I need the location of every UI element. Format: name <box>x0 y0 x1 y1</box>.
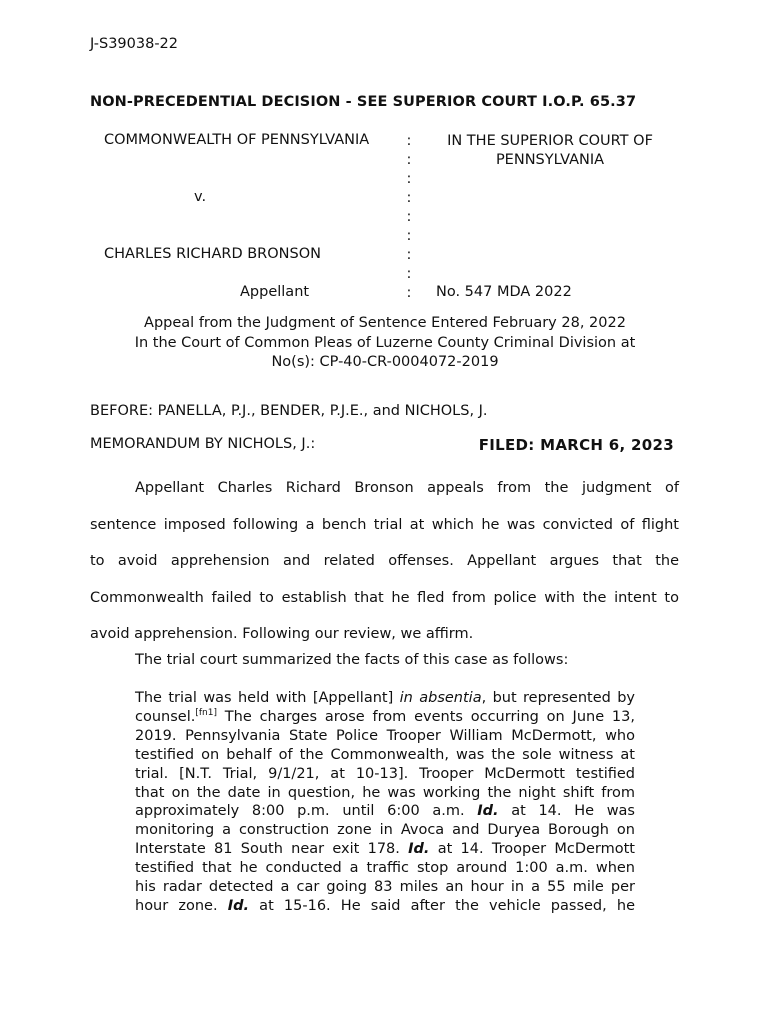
id-citation: Id. <box>227 897 250 914</box>
quote-line: 2019. Pennsylvania State Police Trooper William McDermott, who <box>135 727 635 744</box>
footnote-reference[interactable]: [fn1] <box>195 708 217 719</box>
paragraph-line: Appellant Charles Richard Bronson appeals from the judgment of <box>135 480 679 496</box>
id-citation: Id. <box>408 841 430 858</box>
quote-line: counsel.[fn1] The charges arose from events occurring on June 13, <box>135 708 635 725</box>
panel-line: BEFORE: PANELLA, P.J., BENDER, P.J.E., and NICHOLS, J. <box>90 403 488 419</box>
appeal-description <box>95 314 675 373</box>
memorandum-author: MEMORANDUM BY NICHOLS, J.: <box>90 436 316 452</box>
non-precedential-heading: NON-PRECEDENTIAL DECISION - SEE SUPERIOR COURT I.O.P. 65.37 <box>90 94 637 110</box>
filed-date: FILED: MARCH 6, 2023 <box>478 436 674 454</box>
court-name-line-1: IN THE SUPERIOR COURT OF <box>447 133 653 149</box>
case-number: No. 547 MDA 2022 <box>436 284 572 300</box>
quote-line: that on the date in question, he was working the night shift from <box>135 784 635 801</box>
caption-colon: : <box>406 247 412 263</box>
court-name-line-2: PENNSYLVANIA <box>495 152 605 168</box>
caption-colon: : <box>406 209 412 225</box>
caption-court <box>428 132 672 170</box>
quote-line: Interstate 81 South near exit 178. Id. at 14. Trooper McDermott <box>135 841 635 858</box>
caption-colon: : <box>406 152 412 168</box>
caption-colon: : <box>406 190 412 206</box>
caption-versus: v. <box>194 189 207 205</box>
appeal-line: Appeal from the Judgment of Sentence Entered February 28, 2022 <box>144 315 626 331</box>
caption-party-appellant: CHARLES RICHARD BRONSON <box>104 246 321 262</box>
quote-line: The trial was held with [Appellant] in absentia, but represented by <box>135 690 635 706</box>
quote-line: testified that he conducted a traffic stop around 1:00 a.m. when <box>135 860 635 877</box>
caption-party-commonwealth: COMMONWEALTH OF PENNSYLVANIA <box>104 132 370 148</box>
caption-colon: : <box>406 266 412 282</box>
caption-colon: : <box>406 171 412 187</box>
quote-line: his radar detected a car going 83 miles an hour in a 55 mile per <box>135 879 635 896</box>
quote-line: trial. [N.T. Trial, 9/1/21, at 10-13]. Trooper McDermott testified <box>135 765 635 782</box>
caption-colon: : <box>406 285 412 301</box>
caption-role: Appellant <box>240 284 310 300</box>
caption-colon: : <box>406 228 412 244</box>
quote-line: approximately 8:00 p.m. until 6:00 a.m. Id. at 14. He was <box>135 803 635 820</box>
paragraph-line: avoid apprehension. Following our review, we affirm. <box>90 626 474 642</box>
quote-line: testified on behalf of the Commonwealth, was the sole witness at <box>135 746 635 763</box>
summary-intro-paragraph: The trial court summarized the facts of this case as follows: <box>135 652 569 668</box>
docket-number: J-S39038-22 <box>90 36 179 52</box>
paragraph-line: sentence imposed following a bench trial at which he was convicted of flight <box>90 516 679 533</box>
quote-line: hour zone. Id. at 15-16. He said after the vehicle passed, he <box>135 897 636 914</box>
case-caption <box>0 132 770 307</box>
opening-paragraph <box>90 470 679 653</box>
paragraph-line: to avoid apprehension and related offenses. Appellant argues that the <box>90 553 679 569</box>
appeal-line: In the Court of Common Pleas of Luzerne County Criminal Division at <box>134 334 636 351</box>
block-quote <box>135 689 635 916</box>
id-citation: Id. <box>477 803 499 820</box>
caption-colon: : <box>406 133 412 149</box>
quote-line: monitoring a construction zone in Avoca and Duryea Borough on <box>135 822 635 839</box>
appeal-line: No(s): CP-40-CR-0004072-2019 <box>271 354 499 370</box>
paragraph-line: Commonwealth failed to establish that he fled from police with the intent to <box>90 589 679 606</box>
caption-colon-column <box>404 132 414 303</box>
in-absentia-italic: in absentia <box>399 690 482 706</box>
